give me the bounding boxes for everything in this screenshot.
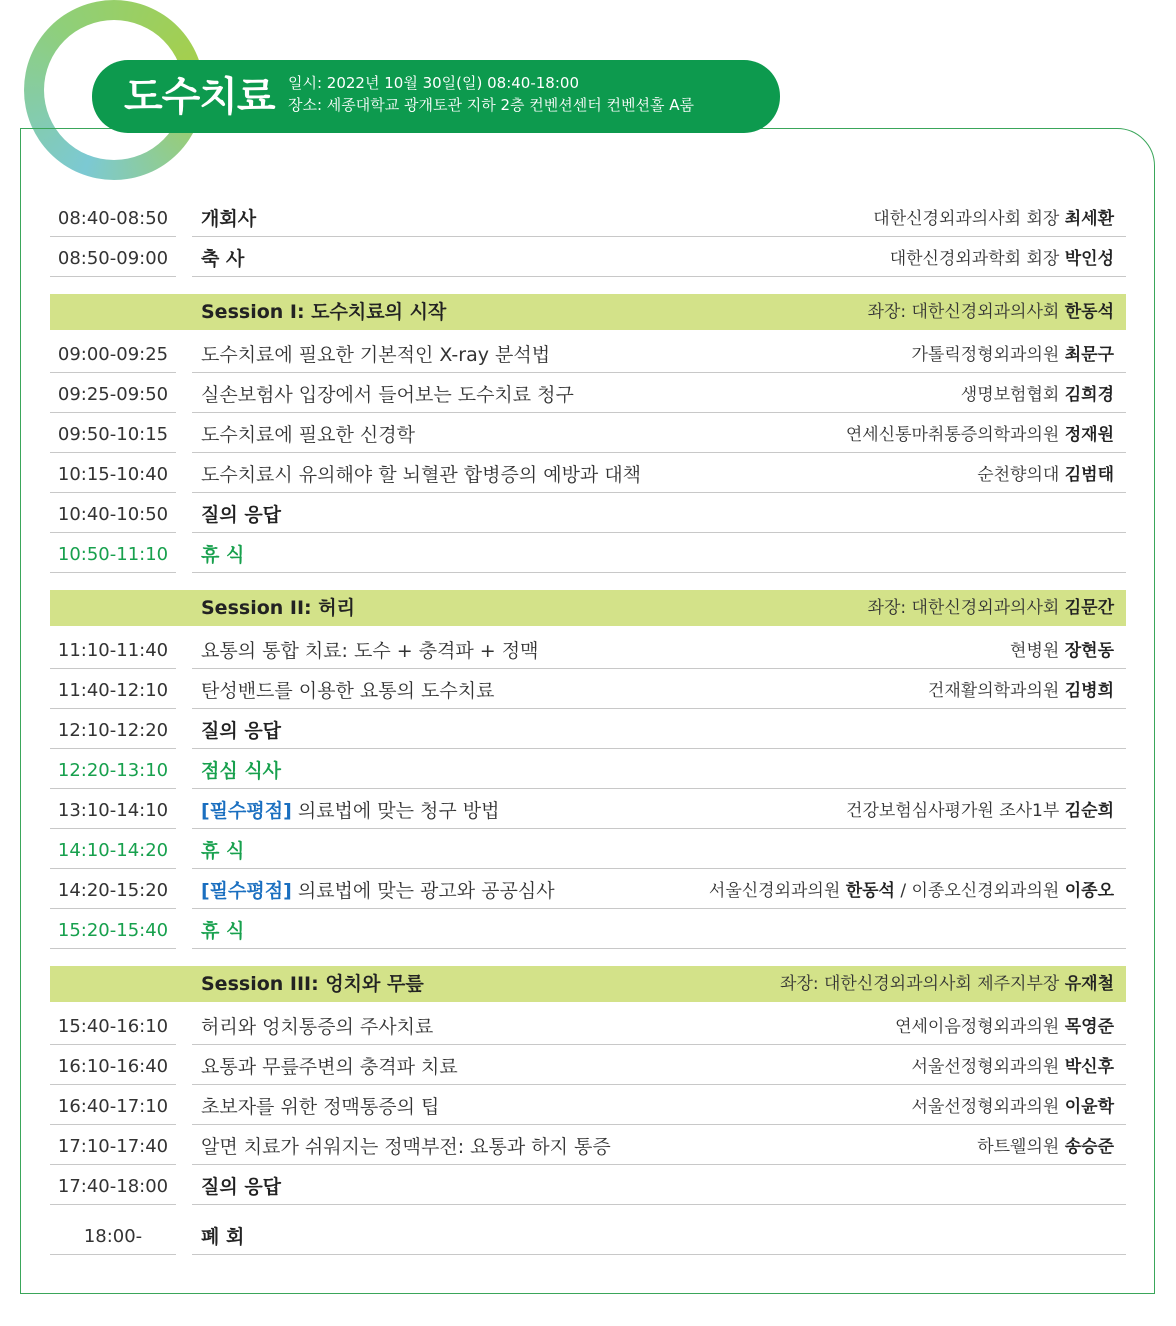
row-speaker	[912, 338, 1115, 372]
row-body	[192, 674, 1126, 709]
row-title	[201, 1130, 611, 1164]
row-title	[201, 202, 256, 236]
row-body	[192, 914, 1126, 949]
row-title-text: 휴 식	[201, 920, 245, 942]
row-title	[201, 754, 281, 788]
program-row	[50, 752, 1126, 792]
speaker-affiliation-2: / 이종오신경외과의원	[900, 881, 1060, 901]
row-speaker	[895, 1010, 1114, 1044]
row-time: 14:20-15:20	[50, 874, 176, 909]
row-speaker	[846, 418, 1114, 452]
row-title	[201, 378, 574, 412]
row-speaker	[1010, 634, 1114, 668]
row-time: 10:40-10:50	[50, 498, 176, 533]
speaker-affiliation: 현병원	[1010, 641, 1060, 661]
row-body	[192, 634, 1126, 669]
row-time: 18:00-	[50, 1220, 176, 1255]
speaker-name: 최문구	[1064, 345, 1114, 365]
row-time: 16:10-16:40	[50, 1050, 176, 1085]
row-title-text: 폐 회	[201, 1226, 245, 1248]
program-row	[50, 1048, 1126, 1088]
row-speaker	[890, 242, 1114, 276]
speaker-name-2: 이종오	[1064, 881, 1114, 901]
event-info	[288, 72, 694, 116]
row-title	[201, 1220, 244, 1254]
speaker-affiliation: 서울선정형외과의원	[911, 1097, 1060, 1117]
speaker-affiliation: 연세이음정형외과의원	[895, 1017, 1060, 1037]
row-title	[201, 634, 538, 668]
row-title-text: 초보자를 위한 정맥통증의 팁	[201, 1096, 440, 1118]
program-row	[50, 456, 1126, 496]
speaker-affiliation: 대한신경외과의사회 회장	[873, 209, 1060, 229]
row-body	[192, 418, 1126, 453]
program-row	[50, 496, 1126, 536]
row-title	[201, 1170, 281, 1204]
program-table	[50, 200, 1126, 1258]
session-header	[50, 590, 1126, 626]
place-line: 장소: 세종대학교 광개토관 지하 2층 컨벤션센터 컨벤션홀 A룸	[288, 96, 694, 114]
spacer	[50, 1208, 1126, 1218]
row-title-text: 도수치료에 필요한 신경학	[201, 424, 415, 446]
row-title-text: 탄성밴드를 이용한 요통의 도수치료	[201, 680, 495, 702]
session-header	[50, 966, 1126, 1002]
speaker-affiliation: 순천향의대	[977, 465, 1060, 485]
row-speaker	[977, 1130, 1114, 1164]
row-title	[201, 674, 494, 708]
program-row	[50, 336, 1126, 376]
row-time: 15:40-16:10	[50, 1010, 176, 1045]
speaker-name: 박신후	[1064, 1057, 1114, 1077]
row-title	[201, 242, 244, 276]
page-title: 도수치료	[124, 74, 275, 120]
row-speaker	[928, 674, 1114, 708]
program-row	[50, 912, 1126, 952]
chair-name: 한동석	[1064, 302, 1114, 322]
row-title-text: 도수치료에 필요한 기본적인 X-ray 분석법	[201, 344, 551, 366]
row-time: 16:40-17:10	[50, 1090, 176, 1125]
row-title	[201, 498, 281, 532]
row-speaker	[961, 378, 1114, 412]
speaker-name: 정재원	[1064, 425, 1114, 445]
speaker-affiliation: 대한신경외과학회 회장	[889, 249, 1060, 269]
row-time: 10:50-11:10	[50, 538, 176, 573]
row-speaker	[709, 874, 1114, 908]
speaker-name: 박인성	[1064, 249, 1114, 269]
row-body	[192, 1090, 1126, 1125]
required-tag: [필수평점]	[201, 880, 292, 902]
speaker-name: 송승준	[1064, 1137, 1114, 1157]
row-body	[192, 1170, 1126, 1205]
row-title-text: 도수치료시 유의해야 할 뇌혈관 합병증의 예방과 대책	[201, 464, 642, 486]
row-title-text: 개회사	[201, 208, 257, 230]
speaker-affiliation: 연세신통마취통증의학과의원	[845, 425, 1060, 445]
speaker-name: 최세환	[1064, 209, 1114, 229]
speaker-name: 목영준	[1064, 1017, 1114, 1037]
row-title-text: 의료법에 맞는 광고와 공공심사	[297, 880, 555, 902]
speaker-name: 한동석	[845, 881, 895, 901]
speaker-affiliation: 서울신경외과의원	[708, 881, 841, 901]
row-title	[201, 914, 244, 948]
row-time: 14:10-14:20	[50, 834, 176, 869]
program-row	[50, 200, 1126, 240]
row-time: 12:10-12:20	[50, 714, 176, 749]
program-row	[50, 1168, 1126, 1208]
row-title-text: 요통의 통합 치료: 도수 + 충격파 + 정맥	[201, 640, 539, 662]
row-title-text: 질의 응답	[201, 504, 282, 526]
row-time: 13:10-14:10	[50, 794, 176, 829]
row-title	[201, 834, 244, 868]
row-title	[201, 458, 641, 492]
session-title: Session III: 엉치와 무릎	[201, 973, 424, 995]
program-row	[50, 240, 1126, 280]
row-title	[201, 538, 244, 572]
row-title-text: 질의 응답	[201, 720, 282, 742]
row-body	[192, 458, 1126, 493]
program-row	[50, 792, 1126, 832]
program-row	[50, 1088, 1126, 1128]
program-row	[50, 1008, 1126, 1048]
speaker-name: 김범태	[1064, 465, 1114, 485]
row-title	[201, 418, 415, 452]
row-time: 11:40-12:10	[50, 674, 176, 709]
row-speaker	[977, 458, 1114, 492]
chair-name: 유재철	[1064, 974, 1114, 994]
row-body	[192, 338, 1126, 373]
row-time: 08:40-08:50	[50, 202, 176, 237]
row-title-text: 허리와 엉치통증의 주사치료	[201, 1016, 434, 1038]
row-body	[192, 202, 1126, 237]
row-title	[201, 338, 550, 372]
row-body	[192, 1010, 1126, 1045]
row-speaker	[873, 202, 1114, 236]
speaker-name: 장현동	[1064, 641, 1114, 661]
program-row	[50, 536, 1126, 576]
chair-name: 김문간	[1064, 598, 1114, 618]
speaker-name: 김병희	[1064, 681, 1114, 701]
row-time: 08:50-09:00	[50, 242, 176, 277]
row-body	[192, 874, 1126, 909]
row-time: 17:40-18:00	[50, 1170, 176, 1205]
date-line: 일시: 2022년 10월 30일(일) 08:40-18:00	[288, 74, 579, 92]
speaker-affiliation: 건강보험심사평가원 조사1부	[846, 801, 1060, 821]
row-title-text: 의료법에 맞는 청구 방법	[297, 800, 500, 822]
speaker-affiliation: 하트웰의원	[977, 1137, 1060, 1157]
row-body	[192, 1050, 1126, 1085]
row-title-text: 휴 식	[201, 544, 245, 566]
required-tag: [필수평점]	[201, 800, 292, 822]
row-title	[201, 794, 500, 828]
row-title-text: 축 사	[201, 248, 245, 270]
row-title	[201, 874, 555, 908]
row-body	[192, 834, 1126, 869]
row-speaker	[912, 1090, 1115, 1124]
speaker-name: 김순희	[1064, 801, 1114, 821]
chair-affiliation: 좌장: 대한신경외과의사회 제주지부장	[780, 974, 1060, 994]
speaker-affiliation: 생명보험협회	[960, 385, 1060, 405]
program-row	[50, 712, 1126, 752]
speaker-affiliation: 가톨릭정형외과의원	[911, 345, 1060, 365]
row-time: 15:20-15:40	[50, 914, 176, 949]
row-title-text: 점심 식사	[201, 760, 282, 782]
program-row	[50, 416, 1126, 456]
row-title-text: 실손보험사 입장에서 들어보는 도수치료 청구	[201, 384, 574, 406]
row-body	[192, 498, 1126, 533]
row-body	[192, 794, 1126, 829]
chair-affiliation: 좌장: 대한신경외과의사회	[867, 598, 1060, 618]
row-title	[201, 1090, 439, 1124]
speaker-name: 김희경	[1064, 385, 1114, 405]
row-time: 17:10-17:40	[50, 1130, 176, 1165]
session-chair	[868, 590, 1114, 626]
row-time: 12:20-13:10	[50, 754, 176, 789]
row-title-text: 요통과 무릎주변의 충격파 치료	[201, 1056, 458, 1078]
program-row	[50, 672, 1126, 712]
row-time: 11:10-11:40	[50, 634, 176, 669]
program-row	[50, 1128, 1126, 1168]
session-title: Session II: 허리	[201, 597, 355, 619]
row-title	[201, 1050, 458, 1084]
row-time: 09:00-09:25	[50, 338, 176, 373]
program-row	[50, 872, 1126, 912]
row-time: 09:50-10:15	[50, 418, 176, 453]
speaker-name: 이윤학	[1064, 1097, 1114, 1117]
speaker-affiliation: 건재활의학과의원	[927, 681, 1060, 701]
row-body	[192, 1220, 1126, 1255]
session-chair	[868, 294, 1114, 330]
row-body	[192, 1130, 1126, 1165]
speaker-affiliation: 서울선정형외과의원	[911, 1057, 1060, 1077]
program-row	[50, 632, 1126, 672]
chair-affiliation: 좌장: 대한신경외과의사회	[867, 302, 1060, 322]
program-row	[50, 1218, 1126, 1258]
session-header	[50, 294, 1126, 330]
row-title-text: 휴 식	[201, 840, 245, 862]
row-body	[192, 538, 1126, 573]
row-time: 09:25-09:50	[50, 378, 176, 413]
program-row	[50, 832, 1126, 872]
session-title: Session I: 도수치료의 시작	[201, 301, 447, 323]
row-title	[201, 714, 281, 748]
session-chair	[780, 966, 1114, 1002]
row-body	[192, 378, 1126, 413]
row-speaker	[846, 794, 1114, 828]
program-row	[50, 376, 1126, 416]
row-speaker	[912, 1050, 1115, 1084]
row-body	[192, 242, 1126, 277]
row-title-text: 질의 응답	[201, 1176, 282, 1198]
row-title-text: 알면 치료가 쉬워지는 정맥부전: 요통과 하지 통증	[201, 1136, 611, 1158]
row-title	[201, 1010, 433, 1044]
row-body	[192, 714, 1126, 749]
row-time: 10:15-10:40	[50, 458, 176, 493]
row-body	[192, 754, 1126, 789]
